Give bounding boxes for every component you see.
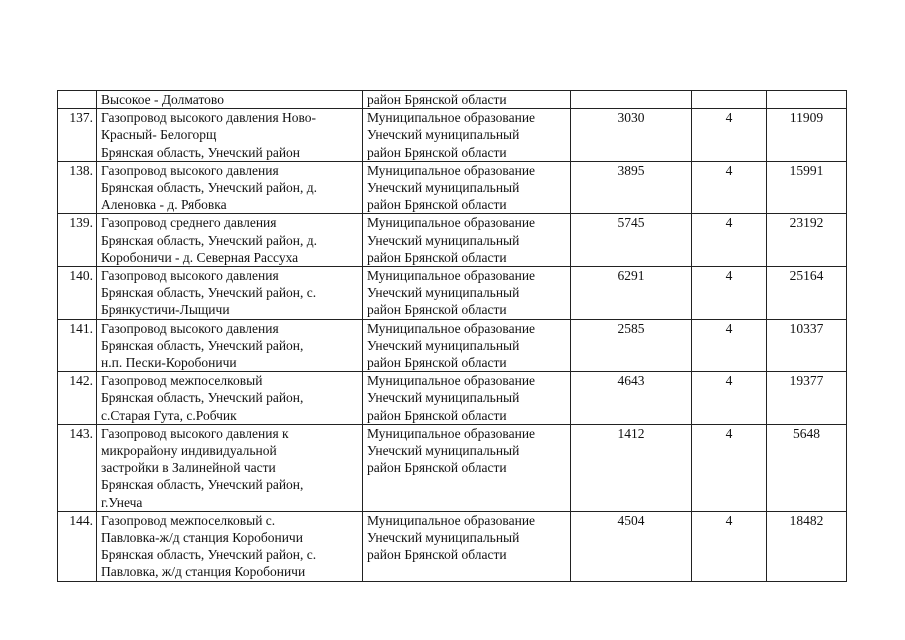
cell-number: 139. [58, 214, 97, 267]
cell-value: 15991 [767, 161, 847, 214]
object-name-line: Брянская область, Унечский район, [101, 337, 304, 353]
owner-line: Муниципальное образование [367, 512, 536, 528]
object-name-line: с.Старая Гута, с.Робчик [101, 407, 237, 423]
cell-number [58, 91, 97, 109]
object-name-line: Газопровод среднего давления [101, 215, 277, 231]
object-name-line: Газопровод высокого давления к [101, 425, 289, 441]
owner-line: Муниципальное образование [367, 268, 536, 284]
table-row [58, 424, 847, 511]
cell-value: 10337 [767, 319, 847, 372]
cell-length: 4504 [571, 511, 692, 581]
owner-line: Муниципальное образование [367, 110, 536, 126]
object-name-line: Газопровод межпоселковый с. [101, 512, 276, 528]
cell-length [571, 91, 692, 109]
owner-line: Унечский муниципальный [367, 390, 520, 406]
cell-category: 4 [692, 214, 767, 267]
object-name-line: Коробоничи - д. Северная Рассуха [101, 249, 299, 265]
cell-value: 18482 [767, 511, 847, 581]
cell-number: 144. [58, 511, 97, 581]
owner-line: район Брянской области [367, 302, 507, 318]
cell-value: 11909 [767, 109, 847, 162]
cell-value: 19377 [767, 372, 847, 425]
object-name-line: Газопровод высокого давления Ново- [101, 110, 317, 126]
owner-line: район Брянской области [367, 460, 507, 476]
cell-category: 4 [692, 109, 767, 162]
object-name-line: застройки в Залинейной части [101, 460, 276, 476]
cell-object-name [97, 91, 363, 109]
table-row [58, 372, 847, 425]
cell-object-name [97, 511, 363, 581]
cell-length: 6291 [571, 267, 692, 320]
cell-number: 141. [58, 319, 97, 372]
owner-line: Унечский муниципальный [367, 180, 520, 196]
owner-line: район Брянской области [367, 197, 507, 213]
owner-line: район Брянской области [367, 547, 507, 563]
table-row [58, 109, 847, 162]
object-name-line: Брянская область, Унечский район, д. [101, 180, 318, 196]
object-name-line: Аленовка - д. Рябовка [101, 197, 227, 213]
continuation-row [58, 91, 847, 109]
owner-line: Муниципальное образование [367, 425, 536, 441]
cell-length: 5745 [571, 214, 692, 267]
object-name-line: Брянская область, Унечский район, д. [101, 232, 318, 248]
owner-line: район Брянской области [367, 355, 507, 371]
object-name-line: Высокое - Долматово [101, 92, 224, 107]
owner-line: Унечский муниципальный [367, 530, 520, 546]
owner-line: Унечский муниципальный [367, 443, 520, 459]
cell-category [692, 91, 767, 109]
cell-length: 2585 [571, 319, 692, 372]
table-row [58, 319, 847, 372]
object-name-line: Красный- Белогорщ [101, 127, 217, 143]
object-name-line: г.Унеча [101, 494, 143, 510]
cell-category: 4 [692, 424, 767, 511]
cell-owner [363, 372, 571, 425]
object-name-line: Брянкустичи-Лыщичи [101, 302, 230, 318]
owner-line: район Брянской области [367, 144, 507, 160]
cell-number: 138. [58, 161, 97, 214]
cell-length: 3895 [571, 161, 692, 214]
object-name-line: Газопровод межпоселковый [101, 373, 263, 389]
cell-number: 140. [58, 267, 97, 320]
table-row [58, 511, 847, 581]
object-name-line: Газопровод высокого давления [101, 268, 279, 284]
cell-value [767, 91, 847, 109]
object-name-line: Павловка-ж/д станция Коробоничи [101, 530, 303, 546]
object-name-line: н.п. Пески-Коробоничи [101, 355, 237, 371]
table-row [58, 161, 847, 214]
owner-line: Унечский муниципальный [367, 337, 520, 353]
owner-line: Унечский муниципальный [367, 285, 520, 301]
table-row [58, 214, 847, 267]
cell-owner [363, 267, 571, 320]
cell-number: 137. [58, 109, 97, 162]
owner-line: Муниципальное образование [367, 373, 536, 389]
cell-owner [363, 161, 571, 214]
object-name-line: Газопровод высокого давления [101, 162, 279, 178]
owner-line: район Брянской области [367, 407, 507, 423]
cell-object-name [97, 161, 363, 214]
owner-line: Муниципальное образование [367, 215, 536, 231]
table-row [58, 267, 847, 320]
owner-line: Муниципальное образование [367, 320, 536, 336]
cell-object-name [97, 267, 363, 320]
cell-category: 4 [692, 319, 767, 372]
gas-pipeline-table [57, 90, 847, 582]
cell-owner [363, 91, 571, 109]
cell-owner [363, 511, 571, 581]
object-name-line: Газопровод высокого давления [101, 320, 279, 336]
cell-object-name [97, 372, 363, 425]
cell-owner [363, 109, 571, 162]
owner-line: Муниципальное образование [367, 162, 536, 178]
owner-line: Унечский муниципальный [367, 127, 520, 143]
cell-category: 4 [692, 372, 767, 425]
cell-category: 4 [692, 161, 767, 214]
cell-object-name [97, 319, 363, 372]
cell-value: 25164 [767, 267, 847, 320]
cell-owner [363, 319, 571, 372]
cell-object-name [97, 109, 363, 162]
object-name-line: Брянская область, Унечский район, [101, 477, 304, 493]
object-name-line: Брянская область, Унечский район, с. [101, 285, 317, 301]
object-name-line: Брянская область, Унечский район, с. [101, 547, 317, 563]
cell-length: 1412 [571, 424, 692, 511]
cell-number: 142. [58, 372, 97, 425]
cell-value: 5648 [767, 424, 847, 511]
object-name-line: Павловка, ж/д станция Коробоничи [101, 564, 306, 580]
cell-number: 143. [58, 424, 97, 511]
cell-owner [363, 214, 571, 267]
cell-length: 4643 [571, 372, 692, 425]
cell-object-name [97, 214, 363, 267]
cell-object-name [97, 424, 363, 511]
cell-category: 4 [692, 511, 767, 581]
owner-line: район Брянской области [367, 92, 507, 107]
object-name-line: Брянская область, Унечский район [101, 144, 301, 160]
owner-line: Унечский муниципальный [367, 232, 520, 248]
cell-category: 4 [692, 267, 767, 320]
cell-length: 3030 [571, 109, 692, 162]
cell-value: 23192 [767, 214, 847, 267]
table-body [58, 91, 847, 582]
owner-line: район Брянской области [367, 249, 507, 265]
cell-owner [363, 424, 571, 511]
object-name-line: микрорайону индивидуальной [101, 443, 277, 459]
object-name-line: Брянская область, Унечский район, [101, 390, 304, 406]
